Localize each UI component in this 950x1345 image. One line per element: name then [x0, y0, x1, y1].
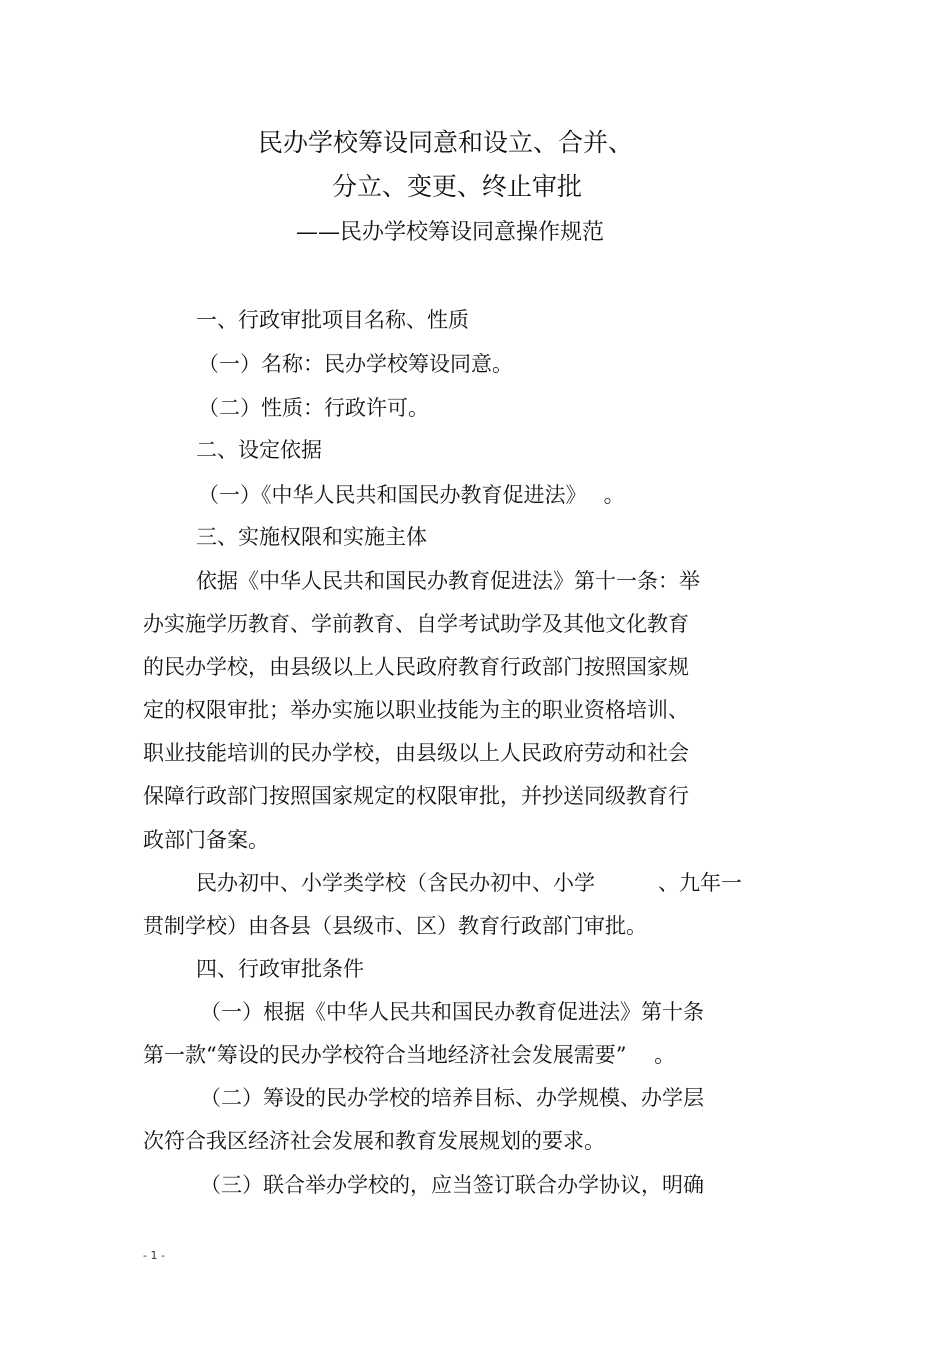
document-subtitle: ——民办学校筹设同意操作规范 [296, 220, 605, 245]
paragraph-line: 贯制学校）由各县（县级市、区）教育行政部门审批。 [143, 914, 647, 938]
section-heading: 三、实施权限和实施主体 [196, 525, 427, 549]
paragraph-line: 政部门备案。 [143, 828, 269, 852]
paragraph-line: （一）根据《中华人民共和国民办教育促进法》第十条 [200, 1000, 704, 1024]
paragraph-line: 第一款“筹设的民办学校符合当地经济社会发展需要” 。 [143, 1043, 676, 1067]
list-item: （二）性质：行政许可。 [198, 396, 429, 420]
paragraph-line: （二）筹设的民办学校的培养目标、办学规模、办学层 [200, 1086, 704, 1110]
paragraph-line: 依据《中华人民共和国民办教育促进法》第十一条：举 [196, 569, 700, 593]
page-number: - 1 - [143, 1249, 165, 1262]
paragraph-line: 职业技能培训的民办学校，由县级以上人民政府劳动和社会 [143, 741, 689, 765]
section-heading: 二、设定依据 [196, 438, 322, 462]
paragraph-line: 的民办学校，由县级以上人民政府教育行政部门按照国家规 [143, 655, 689, 679]
paragraph-line: 保障行政部门按照国家规定的权限审批，并抄送同级教育行 [143, 784, 689, 808]
section-heading: 一、行政审批项目名称、性质 [196, 308, 469, 332]
document-title-line-2: 分立、变更、终止审批 [332, 172, 583, 201]
paragraph-line: 办实施学历教育、学前教育、自学考试助学及其他文化教育 [143, 612, 689, 636]
document-title-line-1: 民办学校筹设同意和设立、合并、 [258, 128, 634, 157]
paragraph-line: 民办初中、小学类学校（含民办初中、小学 、九年一 [196, 871, 742, 895]
list-item: （一）《中华人民共和国民办教育促进法》 。 [198, 483, 625, 507]
paragraph-line: 定的权限审批；举办实施以职业技能为主的职业资格培训、 [143, 698, 689, 722]
paragraph-line: 次符合我区经济社会发展和教育发展规划的要求。 [143, 1129, 605, 1153]
section-heading: 四、行政审批条件 [196, 957, 364, 981]
list-item: （一）名称：民办学校筹设同意。 [198, 352, 513, 376]
paragraph-line: （三）联合举办学校的，应当签订联合办学协议，明确 [200, 1173, 704, 1197]
